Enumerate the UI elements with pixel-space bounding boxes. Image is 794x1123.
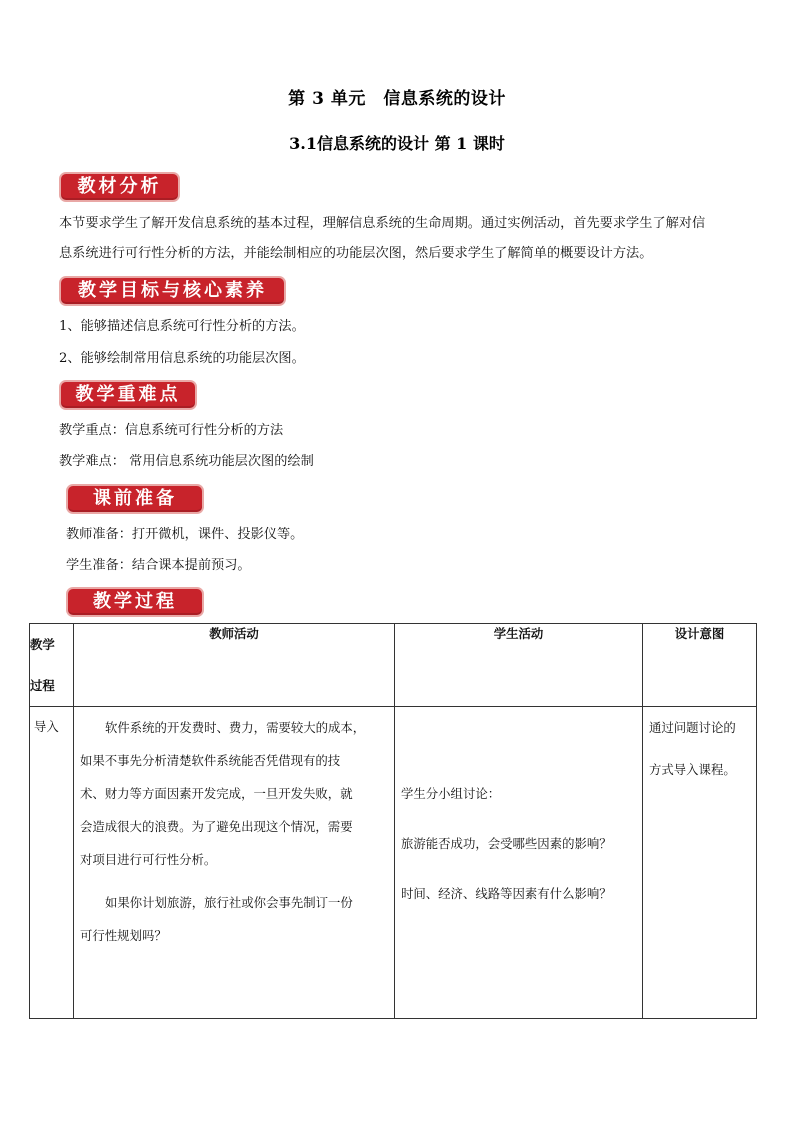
student-line: 旅游能否成功，会受哪些因素的影响？ [401,836,612,851]
header-stage-line-1: 教学 [30,637,55,652]
key-focus: 教学重点：信息系统可行性分析的方法 [59,423,284,438]
section-heading-process: 教学过程 [66,587,204,617]
cell-teacher-activity [74,707,395,1019]
intent-line: 通过问题讨论的 [649,720,736,735]
teacher-line: 可行性规划吗？ [80,928,167,943]
header-student-activity: 学生活动 [395,624,643,707]
stage-label: 导入 [34,719,59,734]
header-stage [30,624,74,707]
intent-line: 方式导入课程。 [649,762,736,777]
teacher-line: 术、财力等方面因素开发完成，一旦开发失败，就 [80,786,353,801]
header-teacher-activity: 教师活动 [74,624,395,707]
key-difficulty: 教学难点： 常用信息系统功能层次图的绘制 [59,454,314,469]
header-stage-line-2: 过程 [30,678,55,693]
table-header-row [30,624,757,707]
section-heading-key-points: 教学重难点 [59,380,197,410]
teacher-line: 软件系统的开发费时、费力，需要较大的成本， [105,720,366,735]
cell-stage [30,707,74,1019]
section-heading-analysis: 教材分析 [59,172,180,202]
analysis-line-2: 息系统进行可行性分析的方法，并能绘制相应的功能层次图，然后要求学生了解简单的概要设计方法。 [59,246,653,261]
teaching-process-table [29,623,757,1019]
header-design-intent: 设计意图 [643,624,757,707]
student-line: 时间、经济、线路等因素有什么影响？ [401,886,612,901]
section-heading-preparation: 课前准备 [66,484,204,514]
cell-student-activity [395,707,643,1019]
preparation-student: 学生准备：结合课本提前预习。 [66,558,251,573]
teacher-line: 如果不事先分析清楚软件系统能否凭借现有的技 [80,753,341,768]
teacher-line: 如果你计划旅游，旅行社或你会事先制订一份 [105,895,353,910]
section-heading-objectives: 教学目标与核心素养 [59,276,286,306]
cell-design-intent [643,707,757,1019]
preparation-teacher: 教师准备：打开微机，课件、投影仪等。 [66,527,304,542]
lesson-title: 3.1信息系统的设计 第 1 课时 [289,134,505,153]
unit-title: 第 3 单元 信息系统的设计 [288,89,506,109]
student-line: 学生分小组讨论： [401,786,501,801]
objective-item-1: 1、能够描述信息系统可行性分析的方法。 [59,319,305,334]
table-row [30,707,757,1019]
analysis-line-1: 本节要求学生了解开发信息系统的基本过程，理解信息系统的生命周期。通过实例活动，首先要求学生了解对信 [59,216,706,231]
objective-item-2: 2、能够绘制常用信息系统的功能层次图。 [59,351,305,366]
teacher-line: 对项目进行可行性分析。 [80,852,217,867]
teacher-line: 会造成很大的浪费。为了避免出现这个情况，需要 [80,819,353,834]
